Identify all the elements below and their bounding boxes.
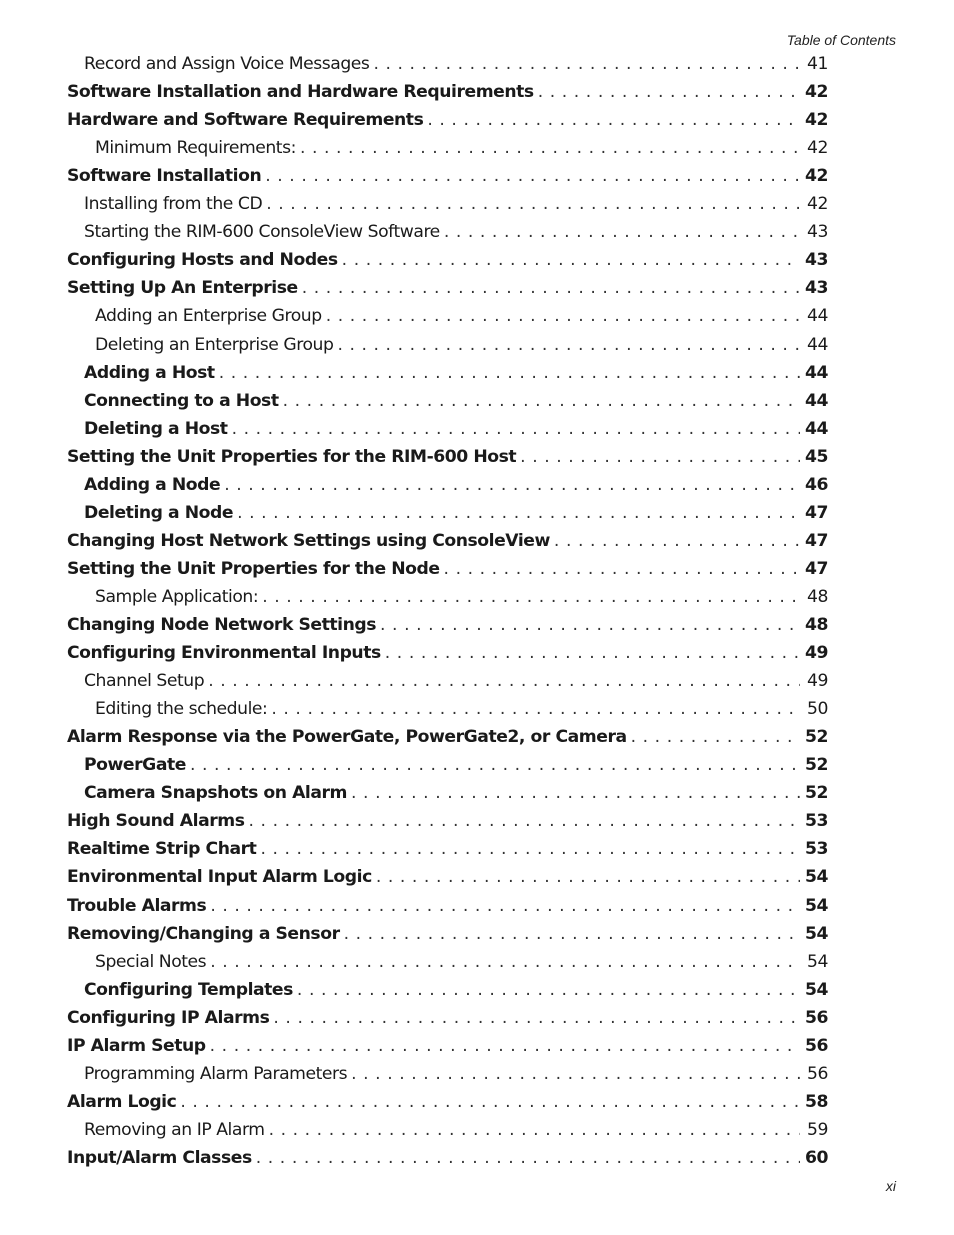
toc-entry-page: 49 <box>807 671 828 692</box>
toc-entry-page: 50 <box>807 699 828 720</box>
toc-entry-title: Setting Up An Enterprise <box>67 278 298 299</box>
toc-entry-title: Configuring IP Alarms <box>67 1007 270 1028</box>
toc-entry[interactable] <box>67 1004 828 1032</box>
toc-entry[interactable] <box>67 807 828 835</box>
toc-entry[interactable] <box>95 695 828 723</box>
dot-leader <box>344 924 800 944</box>
dot-leader <box>210 952 800 972</box>
toc-entry-page: 54 <box>804 979 828 1000</box>
toc-entry-title: Programming Alarm Parameters <box>84 1063 348 1084</box>
toc-entry[interactable] <box>67 162 828 190</box>
toc-entry-page: 56 <box>804 1007 828 1028</box>
toc-entry[interactable] <box>95 948 828 976</box>
dot-leader <box>444 222 800 242</box>
toc-entry-title: Realtime Strip Chart <box>67 839 257 860</box>
dot-leader <box>385 643 800 663</box>
toc-entry-title: Removing an IP Alarm <box>84 1119 265 1140</box>
toc-entry-page: 47 <box>804 502 828 523</box>
toc-entry[interactable] <box>67 78 828 106</box>
dot-leader <box>271 699 800 719</box>
toc-entry-title: IP Alarm Setup <box>67 1035 206 1056</box>
toc-entry[interactable] <box>95 302 828 330</box>
toc-entry[interactable] <box>84 471 828 499</box>
toc-entry-title: Alarm Logic <box>67 1091 177 1112</box>
toc-entry-page: 59 <box>807 1119 828 1140</box>
toc-entry[interactable] <box>67 920 828 948</box>
toc-entry-page: 42 <box>804 166 828 187</box>
dot-leader <box>302 278 800 298</box>
toc-entry[interactable] <box>67 1088 828 1116</box>
toc-entry-title: Adding a Host <box>84 362 215 383</box>
dot-leader <box>297 980 800 1000</box>
toc-entry-title: Alarm Response via the PowerGate, PowerGate2, or Camera <box>67 727 627 748</box>
toc-entry-page: 54 <box>804 867 828 888</box>
dot-leader <box>273 1008 800 1028</box>
toc-entry[interactable] <box>67 1144 828 1172</box>
toc-entry[interactable] <box>84 387 828 415</box>
toc-entry-page: 45 <box>804 446 828 467</box>
toc-entry[interactable] <box>84 415 828 443</box>
toc-entry-title: Editing the schedule: <box>95 699 268 720</box>
dot-leader <box>376 867 800 887</box>
toc-entry-title: Deleting a Host <box>84 418 228 439</box>
toc-entry[interactable] <box>67 639 828 667</box>
toc-entry-title: Setting the Unit Properties for the Node <box>67 558 440 579</box>
toc-entry-title: Special Notes <box>95 951 207 972</box>
dot-leader <box>210 1036 800 1056</box>
toc-entry[interactable] <box>84 190 828 218</box>
dot-leader <box>337 335 800 355</box>
dot-leader <box>260 839 800 859</box>
toc-entry-page: 42 <box>807 194 828 215</box>
dot-leader <box>351 783 800 803</box>
dot-leader <box>427 110 800 130</box>
toc-entry[interactable] <box>95 583 828 611</box>
dot-leader <box>380 615 800 635</box>
toc-entry-page: 43 <box>804 278 828 299</box>
toc-entry-page: 54 <box>804 923 828 944</box>
toc-entry-page: 44 <box>807 334 828 355</box>
toc-entry[interactable] <box>67 555 828 583</box>
toc-entry-page: 47 <box>804 558 828 579</box>
dot-leader <box>269 1120 800 1140</box>
toc-entry-title: Configuring Environmental Inputs <box>67 643 381 664</box>
toc-entry-title: Setting the Unit Properties for the RIM-600 Host <box>67 446 517 467</box>
toc-entry[interactable] <box>84 50 828 78</box>
dot-leader <box>631 727 800 747</box>
toc-entry[interactable] <box>95 134 828 162</box>
toc-entry-page: 43 <box>804 250 828 271</box>
toc-entry-page: 48 <box>804 615 828 635</box>
toc-entry-title: Deleting an Enterprise Group <box>95 334 334 355</box>
dot-leader <box>232 419 800 439</box>
toc-entry[interactable] <box>95 331 828 359</box>
toc-entry[interactable] <box>67 527 828 555</box>
dot-leader <box>190 755 800 775</box>
toc-entry[interactable] <box>67 1032 828 1060</box>
toc-entry-title: Trouble Alarms <box>67 895 207 916</box>
toc-entry-title: Record and Assign Voice Messages <box>84 54 370 74</box>
dot-leader <box>520 447 800 467</box>
toc-entry-title: Adding a Node <box>84 474 221 495</box>
toc-entry[interactable] <box>67 863 828 891</box>
toc-entry-page: 44 <box>804 390 828 411</box>
dot-leader <box>373 54 800 74</box>
toc-entry[interactable] <box>67 892 828 920</box>
toc-entry-title: Starting the RIM-600 ConsoleView Software <box>84 222 440 243</box>
dot-leader <box>444 559 800 579</box>
toc-entry[interactable] <box>84 779 828 807</box>
toc-entry-title: Deleting a Node <box>84 502 234 523</box>
toc-entry-title: Camera Snapshots on Alarm <box>84 783 348 804</box>
toc-entry-page: 44 <box>804 362 828 383</box>
toc-entry[interactable] <box>84 667 828 695</box>
toc-entry-page: 60 <box>804 1147 828 1168</box>
toc-entry-title: Changing Host Network Settings using ConsoleView <box>67 530 550 551</box>
toc-entry-title: Adding an Enterprise Group <box>95 306 322 327</box>
toc-entry[interactable] <box>67 611 828 639</box>
dot-leader <box>180 1092 800 1112</box>
running-header: Table of Contents <box>786 32 896 48</box>
toc-entry-title: Environmental Input Alarm Logic <box>67 867 372 888</box>
toc-entry-page: 52 <box>804 727 828 748</box>
dot-leader <box>342 250 800 270</box>
toc-entry[interactable] <box>84 751 828 779</box>
dot-leader <box>538 82 800 102</box>
toc-entry-page: 49 <box>804 643 828 664</box>
toc-entry[interactable] <box>67 835 828 863</box>
toc-entry-page: 53 <box>804 811 828 832</box>
toc-entry-page: 41 <box>807 54 828 74</box>
dot-leader <box>300 138 800 158</box>
dot-leader <box>265 166 800 186</box>
toc-entry-title: Changing Node Network Settings <box>67 615 377 635</box>
toc-entry[interactable] <box>84 359 828 387</box>
toc-entry-page: 52 <box>804 755 828 776</box>
toc-entry-title: Minimum Requirements: <box>95 138 296 159</box>
dot-leader <box>210 896 800 916</box>
toc-entry-page: 44 <box>807 306 828 327</box>
toc-entry-title: Software Installation <box>67 166 262 187</box>
toc-entry-title: Configuring Templates <box>84 979 293 1000</box>
toc-entry[interactable] <box>67 246 828 274</box>
toc-entry-title: Sample Application: <box>95 586 259 607</box>
toc-entry-page: 42 <box>807 138 828 159</box>
dot-leader <box>256 1148 800 1168</box>
toc-entry-page: 56 <box>804 1035 828 1056</box>
toc-entry-page: 43 <box>807 222 828 243</box>
toc-entry[interactable] <box>84 1116 828 1144</box>
toc-entry-title: PowerGate <box>84 755 186 776</box>
toc-entry[interactable] <box>84 218 828 246</box>
dot-leader <box>237 503 800 523</box>
toc-entry-page: 58 <box>804 1091 828 1112</box>
dot-leader <box>351 1064 800 1084</box>
toc-entry-page: 53 <box>804 839 828 860</box>
toc-entry-title: High Sound Alarms <box>67 811 245 832</box>
toc-entry-page: 46 <box>804 474 828 495</box>
toc-entry-title: Connecting to a Host <box>84 390 279 411</box>
dot-leader <box>249 811 800 831</box>
toc-entry-title: Channel Setup <box>84 671 205 692</box>
toc-entry-page: 54 <box>807 951 828 972</box>
toc-entry[interactable] <box>84 976 828 1004</box>
dot-leader <box>219 363 800 383</box>
dot-leader <box>208 671 800 691</box>
toc-entry-page: 42 <box>804 82 828 103</box>
toc-entry[interactable] <box>67 106 828 134</box>
toc-entry-page: 54 <box>804 895 828 916</box>
toc-entry-page: 52 <box>804 783 828 804</box>
dot-leader <box>283 391 800 411</box>
toc-entry[interactable] <box>84 1060 828 1088</box>
toc-entry[interactable] <box>67 274 828 302</box>
toc-entry-page: 42 <box>804 110 828 131</box>
toc-entry-page: 48 <box>807 586 828 607</box>
page-number: xi <box>885 1178 896 1194</box>
dot-leader <box>326 306 800 326</box>
toc-entry[interactable] <box>84 499 828 527</box>
toc-entry-title: Configuring Hosts and Nodes <box>67 250 338 271</box>
toc-entry-page: 44 <box>804 418 828 439</box>
toc-entry[interactable] <box>67 723 828 751</box>
dot-leader <box>224 475 800 495</box>
toc-entry-title: Hardware and Software Requirements <box>67 110 424 131</box>
toc-entry-title: Input/Alarm Classes <box>67 1147 252 1168</box>
toc-entry-title: Installing from the CD <box>84 194 263 215</box>
toc-entry-page: 56 <box>807 1063 828 1084</box>
dot-leader <box>266 194 800 214</box>
dot-leader <box>262 587 800 607</box>
dot-leader <box>554 531 800 551</box>
toc-entry-page: 47 <box>804 530 828 551</box>
toc-entry-title: Removing/Changing a Sensor <box>67 923 340 944</box>
toc-entry[interactable] <box>67 443 828 471</box>
toc-entry-title: Software Installation and Hardware Requirements <box>67 82 534 103</box>
